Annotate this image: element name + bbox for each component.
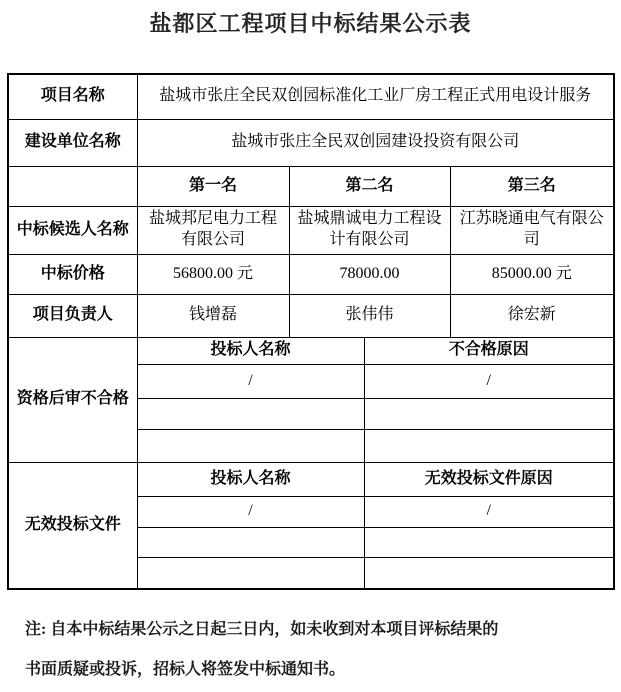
invalid-bidder-cell	[137, 527, 364, 557]
manager-first: 钱增磊	[137, 294, 289, 337]
qualification-bidder-cell	[137, 398, 364, 429]
candidate-third: 江苏晓通电气有限公司	[450, 206, 614, 254]
manager-row	[8, 294, 614, 337]
qualification-reason-cell	[364, 398, 614, 429]
qualification-bidder-cell	[137, 429, 364, 462]
qualification-bidder-cell: /	[137, 364, 364, 398]
invalid-reason-cell: /	[364, 496, 614, 527]
footer-note	[25, 610, 576, 690]
invalid-reason-cell	[364, 557, 614, 589]
invalid-bidder-header: 投标人名称	[137, 462, 364, 496]
price-label: 中标价格	[8, 254, 137, 294]
rank-blank-cell	[8, 166, 137, 206]
candidate-first: 盐城邦尼电力工程有限公司	[137, 206, 289, 254]
candidates-label: 中标候选人名称	[8, 206, 137, 254]
rank-third-header: 第三名	[450, 166, 614, 206]
footer-note-line2: 书面质疑或投诉，招标人将签发中标通知书。	[25, 661, 346, 678]
manager-label: 项目负责人	[8, 294, 137, 337]
invalid-reason-header: 无效投标文件原因	[364, 462, 614, 496]
candidate-second: 盐城鼎诚电力工程设计有限公司	[289, 206, 450, 254]
manager-second: 张伟伟	[289, 294, 450, 337]
project-name-row	[8, 74, 614, 119]
project-name-label: 项目名称	[8, 74, 137, 119]
project-name-value: 盐城市张庄全民双创园标准化工业厂房工程正式用电设计服务	[137, 74, 614, 119]
qualification-reason-cell	[364, 429, 614, 462]
footer-note-line1: 注: 自本中标结果公示之日起三日内，如未收到对本项目评标结果的	[25, 621, 499, 638]
price-first: 56800.00 元	[137, 254, 289, 294]
rank-first-header: 第一名	[137, 166, 289, 206]
rank-second-header: 第二名	[289, 166, 450, 206]
bid-result-table	[7, 73, 615, 590]
qualification-bidder-header: 投标人名称	[137, 337, 364, 364]
qualification-reason-cell: /	[364, 364, 614, 398]
candidates-row	[8, 206, 614, 254]
manager-third: 徐宏新	[450, 294, 614, 337]
rank-header-row	[8, 166, 614, 206]
qualification-reason-header: 不合格原因	[364, 337, 614, 364]
page-title: 盐都区工程项目中标结果公示表	[149, 11, 472, 36]
invalid-reason-cell	[364, 527, 614, 557]
price-third: 85000.00 元	[450, 254, 614, 294]
invalid-header-row	[8, 462, 614, 496]
invalid-bidder-cell: /	[137, 496, 364, 527]
owner-name-label: 建设单位名称	[8, 119, 137, 166]
qualification-section-label: 资格后审不合格	[8, 337, 137, 462]
invalid-bidder-cell	[137, 557, 364, 589]
price-second: 78000.00	[289, 254, 450, 294]
owner-name-row	[8, 119, 614, 166]
price-row	[8, 254, 614, 294]
owner-name-value: 盐城市张庄全民双创园建设投资有限公司	[137, 119, 614, 166]
qualification-header-row	[8, 337, 614, 364]
invalid-section-label: 无效投标文件	[8, 462, 137, 589]
